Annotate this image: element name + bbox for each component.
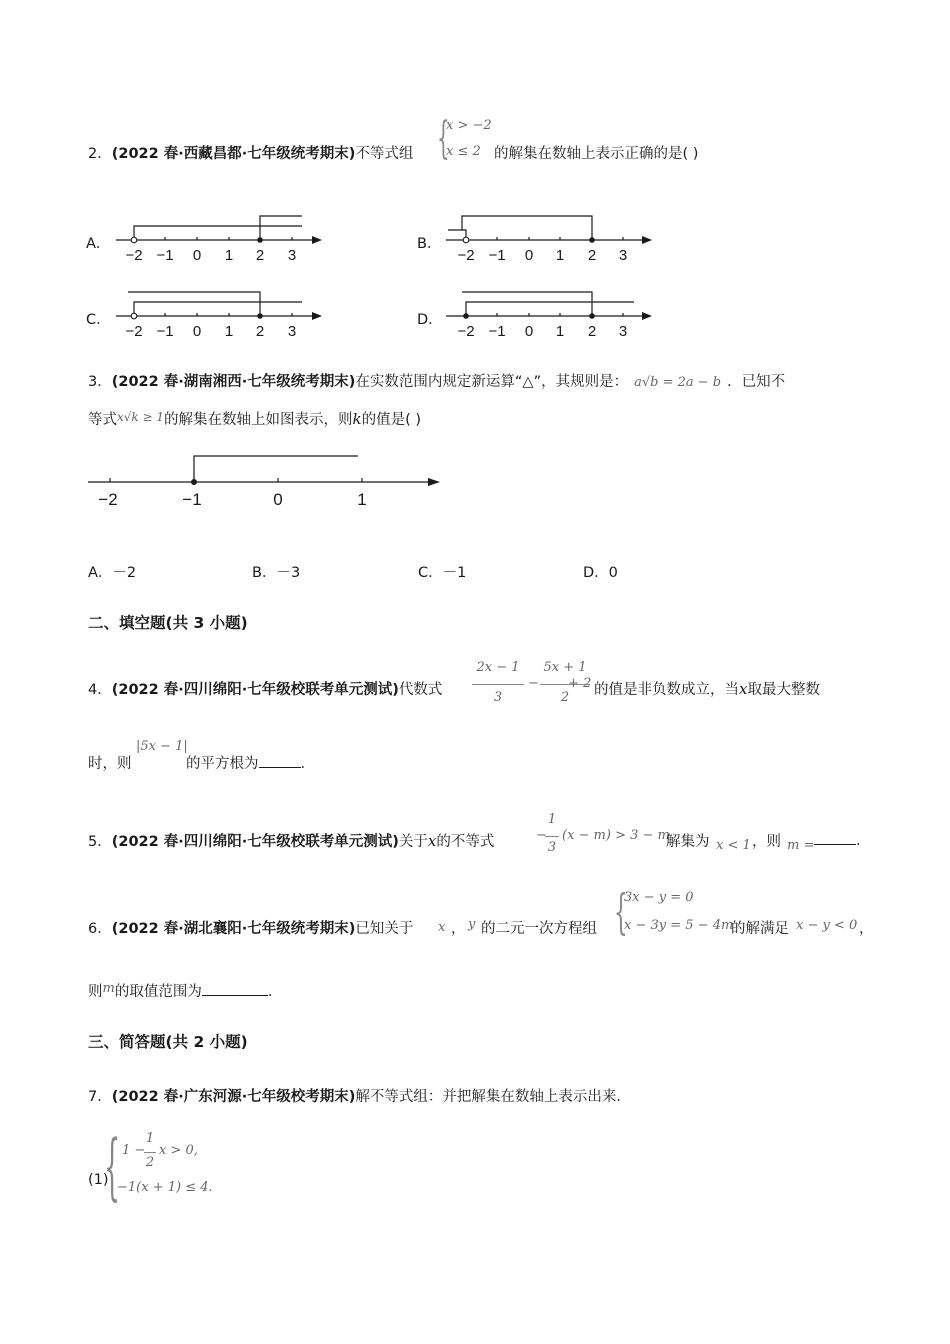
q3-choice-b[interactable]: B．－3 bbox=[252, 565, 301, 581]
q7-stem bbox=[88, 1085, 631, 1106]
q3-tick-2: −1 bbox=[182, 490, 202, 508]
q3-text-5: 的值是( ) bbox=[361, 412, 422, 428]
q2-b-tick-5: 2 bbox=[587, 247, 597, 264]
q5-text-1: 关于 bbox=[398, 834, 428, 850]
q3-tick-1: −2 bbox=[98, 490, 118, 508]
q3-stem-line2 bbox=[88, 408, 421, 429]
q7-number: 7． bbox=[88, 1089, 112, 1105]
q4-frac2-num: 5x + 1 bbox=[543, 660, 587, 675]
q6-system-brace: { bbox=[614, 884, 628, 940]
q4-source: (2022 春·四川绵阳·七年级校联考单元测试) bbox=[111, 682, 399, 698]
q7-text: 解不等式组：并把解集在数轴上表示出来． bbox=[355, 1089, 631, 1105]
q3-source: (2022 春·湖南湘西·七年级统考期末) bbox=[111, 374, 356, 390]
q4-answer-blank[interactable] bbox=[259, 753, 301, 768]
q2-option-c-numberline[interactable] bbox=[110, 284, 325, 340]
q2-stem bbox=[88, 142, 413, 163]
q4-plus-two: + 2 bbox=[568, 676, 592, 691]
q4-frac2-den: 2 bbox=[560, 690, 570, 705]
section-fill-in-title: 二、填空题(共 3 小题) bbox=[88, 614, 248, 632]
q2-system-line1: x > −2 bbox=[446, 118, 492, 133]
q5-text-3: 解集为 bbox=[666, 834, 710, 850]
q3-stem-line1 bbox=[88, 370, 785, 391]
q2-option-b-numberline[interactable] bbox=[442, 208, 657, 264]
q6-stem-a bbox=[88, 917, 413, 938]
section-short-answer-title: 三、简答题(共 2 小题) bbox=[88, 1033, 248, 1051]
q7-part-label: (1) bbox=[88, 1172, 109, 1188]
q3-choice-d[interactable]: D．0 bbox=[583, 565, 618, 581]
q5-text-2: 的不等式 bbox=[436, 834, 495, 850]
q5-frac-num: 1 bbox=[547, 812, 557, 827]
q5-answer-area bbox=[814, 830, 861, 849]
q4-text-5: 的平方根为 bbox=[186, 756, 259, 772]
q5-m-eq: m = bbox=[787, 838, 815, 853]
q2-option-a-label[interactable]: A． bbox=[86, 236, 111, 252]
q3-tick-4: 1 bbox=[357, 490, 367, 508]
q6-end: . bbox=[267, 984, 273, 1000]
q4-text-1: 代数式 bbox=[398, 682, 443, 698]
q4-stem-line1-rest bbox=[594, 678, 820, 699]
q2-c-tick-3: 0 bbox=[192, 323, 202, 340]
q7-line1-den: 2 bbox=[145, 1155, 155, 1170]
q5-end: . bbox=[856, 833, 861, 849]
q3-rule: a√b = 2a − b bbox=[634, 375, 722, 390]
q2-source: (2022 春·西藏昌都·七年级统考期末) bbox=[111, 146, 356, 162]
q6-var-x: x bbox=[438, 920, 446, 935]
q6-system-line2: x − 3y = 5 − 4m bbox=[624, 918, 734, 933]
q2-d-tick-1: −2 bbox=[457, 323, 475, 340]
q7-system-brace: { bbox=[104, 1124, 121, 1208]
q5-solution: x < 1 bbox=[716, 838, 751, 853]
q3-choice-c[interactable]: C．－1 bbox=[418, 565, 467, 581]
q2-b-tick-1: −2 bbox=[457, 247, 475, 264]
q6-number: 6． bbox=[88, 921, 112, 937]
q4-stem-line2-rest bbox=[186, 752, 315, 773]
q3-choice-a[interactable]: A．－2 bbox=[88, 565, 137, 581]
q5-stem-a bbox=[88, 830, 494, 851]
q7-line1-b: x > 0, bbox=[159, 1143, 198, 1158]
q6-source: (2022 春·湖北襄阳·七年级统考期末) bbox=[111, 921, 356, 937]
q5-frac-bar bbox=[545, 836, 559, 837]
q2-text-pre: 不等式组 bbox=[355, 146, 414, 162]
q4-frac1-num: 2x − 1 bbox=[476, 660, 520, 675]
q2-option-c-label[interactable]: C． bbox=[86, 312, 111, 328]
q7-source: (2022 春·广东河源·七年级校考期末) bbox=[111, 1089, 356, 1105]
q2-a-tick-1: −2 bbox=[125, 247, 143, 264]
q3-text-3: 等式 bbox=[88, 412, 117, 428]
q2-c-tick-5: 2 bbox=[255, 323, 265, 340]
q2-option-a-numberline[interactable] bbox=[110, 208, 325, 264]
q2-d-tick-4: 1 bbox=[555, 323, 565, 340]
q5-number: 5． bbox=[88, 834, 112, 850]
q6-stem-b bbox=[88, 980, 272, 1001]
q7-line2: −1(x + 1) ≤ 4. bbox=[117, 1180, 213, 1195]
q5-text-4: ，则 bbox=[752, 834, 781, 850]
q6-answer-blank[interactable] bbox=[202, 981, 268, 996]
q3-text-2: ．已知不 bbox=[727, 374, 786, 390]
q6-comma: ， bbox=[451, 921, 466, 937]
q6-text-5: 则 bbox=[88, 984, 103, 1000]
q2-b-tick-6: 3 bbox=[618, 247, 628, 264]
q6-text-6: 的取值范围为 bbox=[114, 984, 202, 1000]
q5-answer-blank[interactable] bbox=[814, 830, 856, 845]
q3-text-4: 的解集在数轴上如图表示，则 bbox=[164, 412, 353, 428]
q4-var-x: x bbox=[739, 680, 748, 698]
q2-d-tick-3: 0 bbox=[524, 323, 534, 340]
q6-text-1: 已知关于 bbox=[355, 921, 414, 937]
q2-system-line2: x ≤ 2 bbox=[446, 144, 481, 159]
q7-line1-a: 1 − bbox=[122, 1143, 146, 1158]
q2-c-tick-6: 3 bbox=[287, 323, 297, 340]
q3-inequality: x√k ≥ 1 bbox=[117, 410, 165, 424]
q3-tick-3: 0 bbox=[273, 490, 283, 508]
q2-d-tick-2: −1 bbox=[488, 323, 506, 340]
q4-abs-expr: |5x − 1| bbox=[136, 739, 188, 754]
q2-a-tick-4: 1 bbox=[224, 247, 234, 264]
q2-d-tick-5: 2 bbox=[587, 323, 597, 340]
q4-stem-line1 bbox=[88, 678, 442, 699]
q5-var-x: x bbox=[427, 832, 437, 850]
q2-c-tick-1: −2 bbox=[125, 323, 143, 340]
q2-b-tick-3: 0 bbox=[524, 247, 534, 264]
q2-system-brace: { bbox=[437, 113, 450, 164]
q7-line1-bar bbox=[144, 1152, 156, 1153]
q4-text-4: 时，则 bbox=[88, 756, 132, 772]
q6-text-3: 的解满足 bbox=[731, 921, 789, 937]
q6-var-m: m bbox=[102, 981, 115, 996]
q2-a-tick-2: −1 bbox=[156, 247, 174, 264]
q5-rest: (x − m) > 3 − m bbox=[562, 828, 670, 843]
q2-option-d-numberline[interactable] bbox=[442, 284, 657, 340]
q5-neg: − bbox=[536, 828, 547, 843]
q2-a-tick-5: 2 bbox=[255, 247, 265, 264]
q2-text-post: 的解集在数轴上表示正确的是( ) bbox=[494, 146, 699, 162]
q4-frac1-bar bbox=[472, 684, 524, 685]
q4-end: ． bbox=[300, 756, 315, 772]
q2-a-tick-6: 3 bbox=[287, 247, 297, 264]
q6-text-4: ， bbox=[859, 921, 874, 937]
q2-a-tick-3: 0 bbox=[192, 247, 202, 264]
q3-numberline bbox=[86, 448, 448, 508]
q2-option-d-label[interactable]: D． bbox=[417, 312, 443, 328]
q3-text-1: 在实数范围内规定新运算“△”，其规则是： bbox=[355, 374, 629, 390]
q7-line1-num: 1 bbox=[145, 1131, 155, 1146]
q4-minus: − bbox=[528, 676, 539, 691]
q2-number: 2． bbox=[88, 146, 112, 162]
q6-system-line1: 3x − y = 0 bbox=[624, 890, 694, 905]
q4-number: 4． bbox=[88, 682, 112, 698]
q3-number: 3． bbox=[88, 374, 112, 390]
q6-text-2: 的二元一次方程组 bbox=[481, 921, 597, 937]
q2-b-tick-2: −1 bbox=[488, 247, 506, 264]
q3-var-k: k bbox=[352, 410, 362, 428]
q2-option-b-label[interactable]: B． bbox=[417, 236, 442, 252]
q2-d-tick-6: 3 bbox=[618, 323, 628, 340]
q4-stem-line2 bbox=[88, 752, 132, 773]
q4-frac1-den: 3 bbox=[493, 690, 503, 705]
q5-source: (2022 春·四川绵阳·七年级校联考单元测试) bbox=[111, 834, 399, 850]
q4-text-2: 的值是非负数成立，当 bbox=[594, 682, 739, 698]
q5-frac-den: 3 bbox=[547, 840, 557, 855]
q4-text-3: 取最大整数 bbox=[747, 682, 820, 698]
q2-c-tick-4: 1 bbox=[224, 323, 234, 340]
q6-var-y: y bbox=[468, 917, 476, 932]
q2-c-tick-2: −1 bbox=[156, 323, 174, 340]
q2-b-tick-4: 1 bbox=[555, 247, 565, 264]
q6-condition: x − y < 0 bbox=[796, 918, 858, 933]
